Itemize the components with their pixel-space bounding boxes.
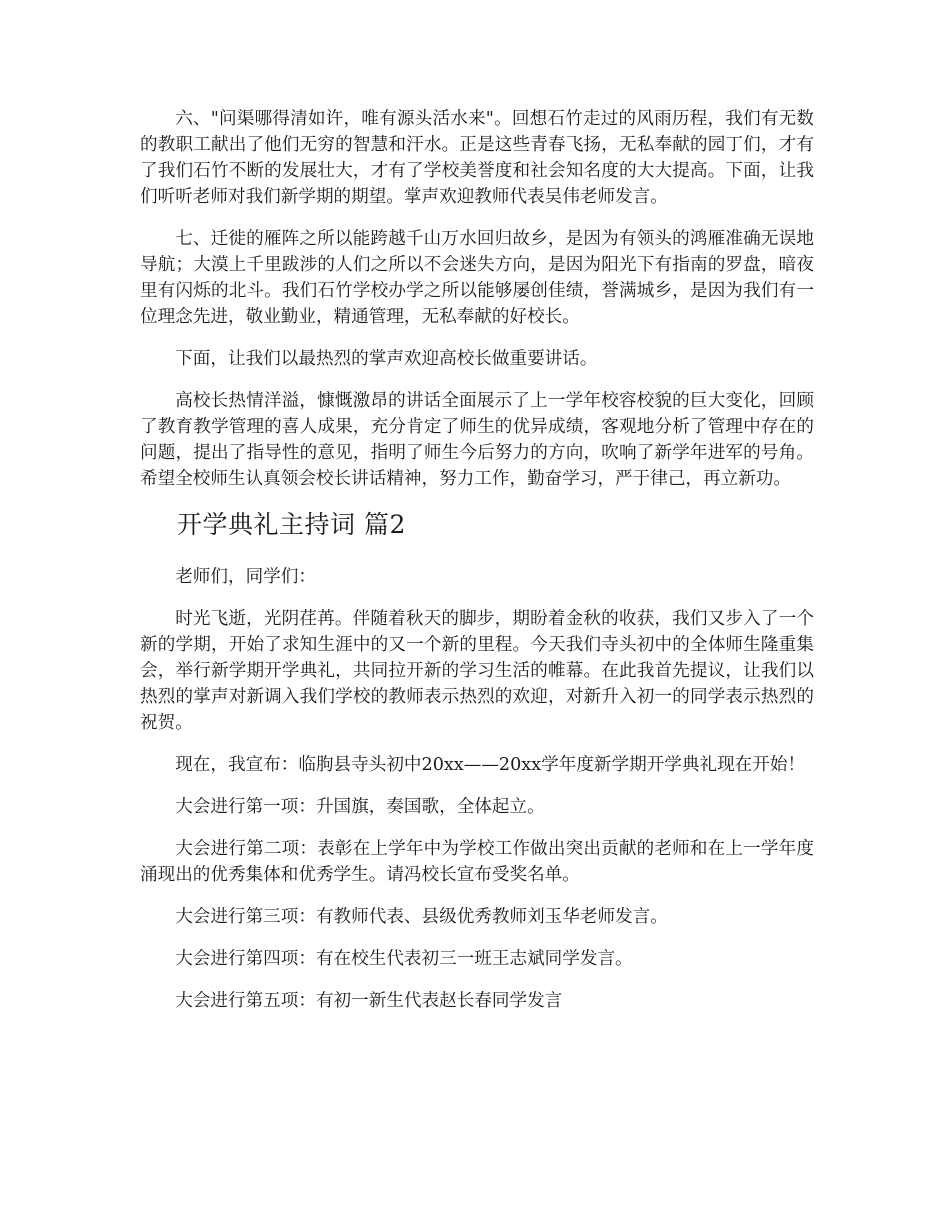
paragraph-item-seven: 七、迁徙的雁阵之所以能跨越千山万水回归故乡，是因为有领头的鸿雁准确无误地导航；大漠上千里跋涉的人们之所以不会迷失方向，是因为阳光下有指南的罗盘，暗夜里有闪烁的北斗。我们石竹学校办学之所以能够屡创佳绩，誉满城乡，是因为我们有一位理念先进，敬业勤业，精通管理，无私奉献的好校长。 (140, 229, 814, 327)
paragraph-announcement: 现在，我宣布：临朐县寺头初中20xx——20xx学年度新学期开学典礼现在开始！ (175, 755, 806, 775)
paragraph-agenda-item-3: 大会进行第三项：有教师代表、县级优秀教师刘玉华老师发言。 (175, 907, 668, 927)
paragraph-agenda-item-1: 大会进行第一项：升国旗，奏国歌，全体起立。 (175, 797, 545, 817)
paragraph-principal-speech-summary: 高校长热情洋溢，慷慨激昂的讲话全面展示了上一学年校容校貌的巨大变化，回顾了教育教学管理的喜人成果，充分肯定了师生的优异成绩，客观地分析了管理中存在的问题，提出了指导性的意见，指明了师生今后努力的方向，吹响了新学年进军的号角。希望全校师生认真领会校长讲话精神，努力工作，勤奋学习，严于律己，再立新功。 (140, 391, 814, 489)
paragraph-welcome-principal: 下面，让我们以最热烈的掌声欢迎高校长做重要讲话。 (175, 349, 598, 369)
paragraph-agenda-item-2: 大会进行第二项：表彰在上学年中为学校工作做出突出贡献的老师和在上一学年度涌现出的优秀集体和优秀学生。请冯校长宣布受奖名单。 (140, 839, 814, 885)
section-heading: 开学典礼主持词 篇2 (177, 510, 406, 539)
paragraph-item-six: 六、"问渠哪得清如许，唯有源头活水来"。回想石竹走过的风雨历程，我们有无数的教职工献出了他们无穷的智慧和汗水。正是这些青春飞扬，无私奉献的园丁们，才有了我们石竹不断的发展壮大，才有了学校美誉度和社会知名度的大大提高。下面，让我们听听老师对我们新学期的期望。掌声欢迎教师代表吴伟老师发言。 (140, 109, 814, 207)
paragraph-greeting: 老师们，同学们： (175, 567, 316, 587)
document-body (140, 106, 814, 1030)
paragraph-agenda-item-4: 大会进行第四项：有在校生代表初三一班王志斌同学发言。 (175, 949, 633, 969)
paragraph-agenda-item-5: 大会进行第五项：有初一新生代表赵长春同学发言 (175, 991, 563, 1011)
paragraph-opening: 时光飞逝，光阴荏苒。伴随着秋天的脚步，期盼着金秋的收获，我们又步入了一个新的学期，开始了求知生涯中的又一个新的里程。今天我们寺头初中的全体师生隆重集会，举行新学期开学典礼，共同拉开新的学习生活的帷幕。在此我首先提议，让我们以热烈的掌声对新调入我们学校的教师表示热烈的欢迎，对新升入初一的同学表示热烈的祝贺。 (140, 609, 814, 733)
